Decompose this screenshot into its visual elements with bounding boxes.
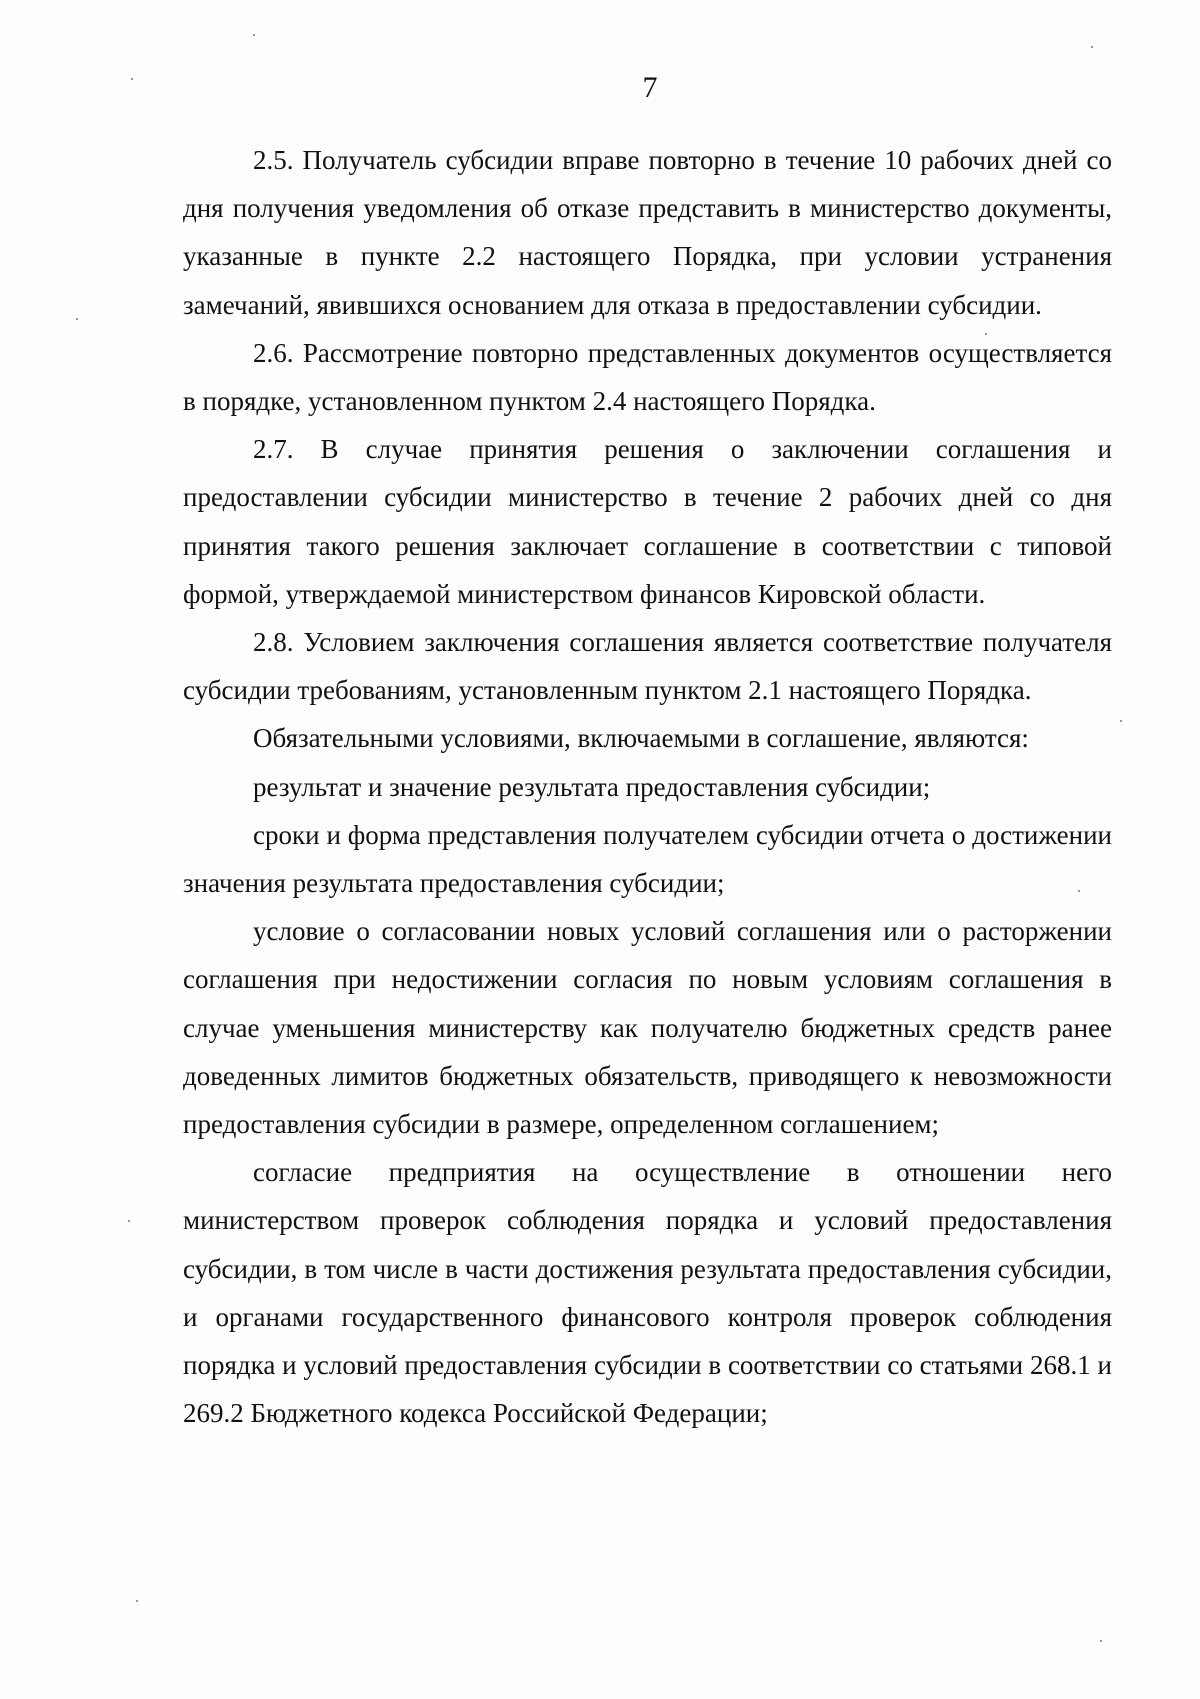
scan-speck: [131, 78, 133, 80]
paragraph-condition-consent: согласие предприятия на осуществление в отношении него министерством проверок соблюдения порядка и условий предоставления субсидии, в том числе в части достижения результата предоставления субсидии, и органами государственного финансового контроля проверок соблюдения порядка и условий предоставления субсидии в соответствии со статьями 268.1 и 269.2 Бюджетного кодекса Российской Федерации;: [183, 1157, 1112, 1429]
document-body: [183, 136, 1112, 1437]
paragraph-condition-result: результат и значение результата предоставления субсидии;: [253, 771, 931, 802]
paragraph-2-6: 2.6. Рассмотрение повторно представленных документов осуществляется в порядке, установленном пунктом 2.4 настоящего Порядка.: [183, 337, 1112, 417]
paragraph-2-8: 2.8. Условием заключения соглашения является соответствие получателя субсидии требованиям, установленным пунктом 2.1 настоящего Порядка.: [183, 627, 1112, 706]
paragraph-2-5: 2.5. Получатель субсидии вправе повторно в течение 10 рабочих дней со дня получения уведомления об отказе представить в министерство документы, указанные в пункте 2.2 настоящего Порядка, при условии устранения замечаний, явившихся основанием для отказа в предоставлении субсидии.: [183, 145, 1112, 320]
scan-speck: [1091, 46, 1093, 48]
scan-speck: [136, 1600, 138, 1602]
scan-speck: [128, 1220, 130, 1222]
page-number: 7: [642, 71, 658, 104]
paragraph-2-7: 2.7. В случае принятия решения о заключении соглашения и предоставлении субсидии министерство в течение 2 рабочих дней со дня принятия такого решения заключает соглашение в соответствии с типовой формой, утверждаемой министерством финансов Кировской области.: [183, 434, 1112, 609]
paragraph-conditions-intro: Обязательными условиями, включаемыми в соглашение, являются:: [253, 723, 1029, 754]
scan-speck: [1100, 1640, 1102, 1642]
scan-speck: [1120, 720, 1122, 722]
scan-speck: [985, 333, 987, 335]
scan-speck: [253, 34, 255, 36]
scan-speck: [1078, 890, 1080, 892]
scan-speck: [76, 318, 78, 320]
paragraph-condition-report: сроки и форма представления получателем субсидии отчета о достижении значения результата предоставления субсидии;: [183, 819, 1112, 899]
paragraph-condition-agreement: условие о согласовании новых условий соглашения или о расторжении соглашения при недостижении согласия по новым условиям соглашения в случае уменьшения министерству как получателю бюджетных средств ранее доведенных лимитов бюджетных обязательств, приводящего к невозможности предоставления субсидии в размере, определенном соглашением;: [183, 916, 1112, 1140]
